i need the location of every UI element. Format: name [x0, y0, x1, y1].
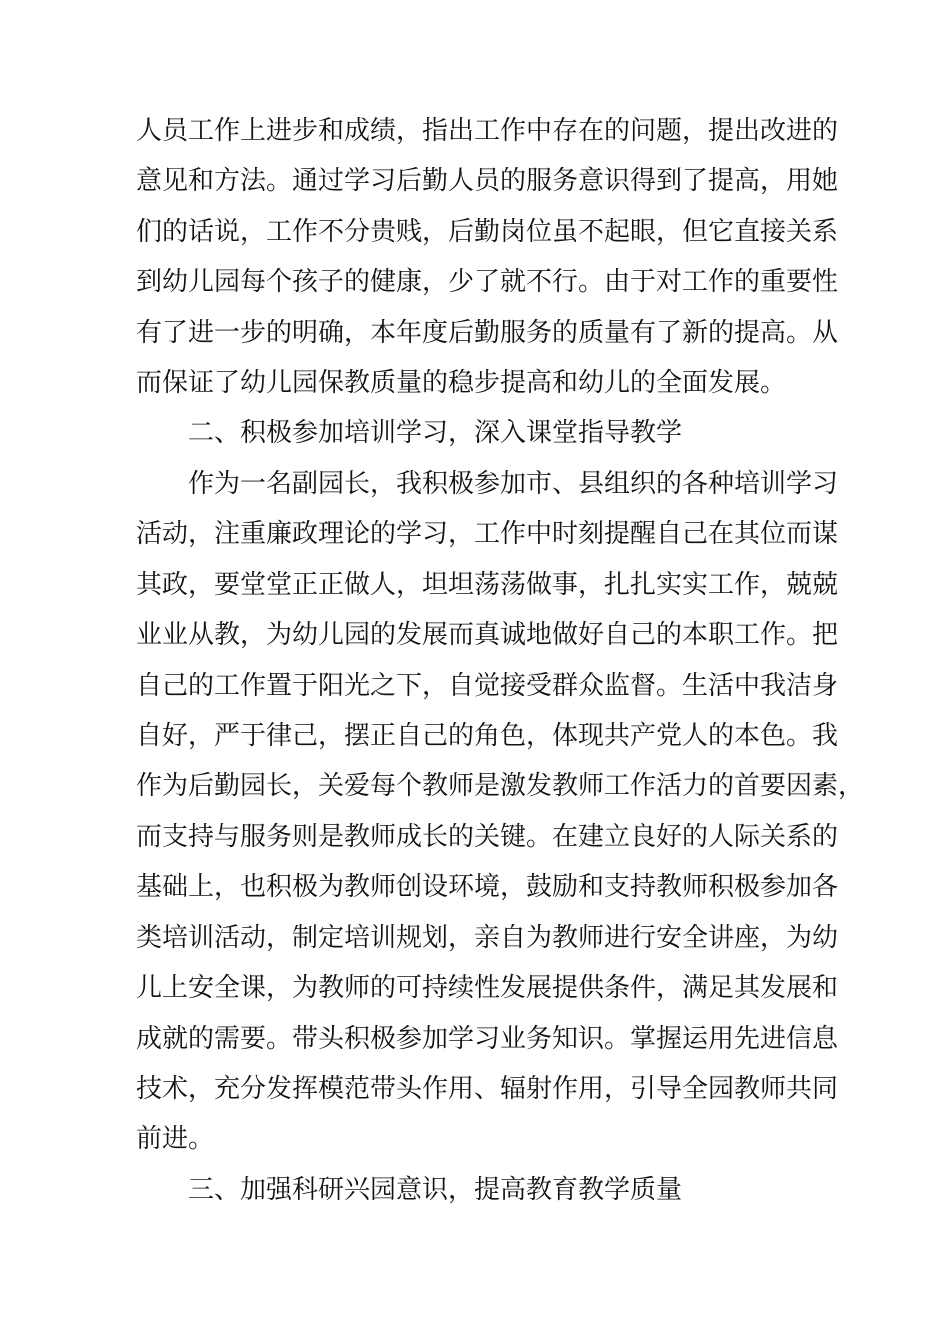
section-heading: 二、积极参加培训学习，深入课堂指导教学 — [188, 418, 683, 448]
paragraph-line: 而保证了幼儿园保教质量的稳步提高和幼儿的全面发展。 — [136, 368, 787, 398]
paragraph-line: 成就的需要。带头积极参加学习业务知识。掌握运用先进信息 — [136, 1024, 839, 1054]
paragraph-line: 类培训活动，制定培训规划，亲自为教师进行安全讲座，为幼 — [136, 923, 839, 953]
paragraph-line: 有了进一步的明确，本年度后勤服务的质量有了新的提高。从 — [136, 318, 839, 348]
paragraph-line: 自好，严于律己，摆正自己的角色，体现共产党人的本色。我 — [136, 721, 839, 751]
section-heading: 三、加强科研兴园意识，提高教育教学质量 — [188, 1175, 683, 1205]
paragraph-line: 而支持与服务则是教师成长的关键。在建立良好的人际关系的 — [136, 822, 839, 852]
paragraph-line: 意见和方法。通过学习后勤人员的服务意识得到了提高，用她 — [136, 166, 839, 196]
paragraph-line: 其政，要堂堂正正做人，坦坦荡荡做事，扎扎实实工作，兢兢 — [136, 570, 839, 600]
paragraph-line: 作为一名副园长，我积极参加市、县组织的各种培训学习 — [188, 469, 839, 499]
paragraph-line: 作为后勤园长，关爱每个教师是激发教师工作活力的首要因素， — [136, 771, 865, 801]
paragraph-line: 们的话说，工作不分贵贱，后勤岗位虽不起眼，但它直接关系 — [136, 217, 839, 247]
paragraph-line: 业业从教，为幼儿园的发展而真诚地做好自己的本职工作。把 — [136, 620, 839, 650]
paragraph-line: 前进。 — [136, 1124, 215, 1154]
paragraph-line: 人员工作上进步和成绩，指出工作中存在的问题，提出改进的 — [136, 116, 839, 146]
paragraph-line: 基础上，也积极为教师创设环境，鼓励和支持教师积极参加各 — [136, 872, 839, 902]
paragraph-line: 技术，充分发挥模范带头作用、辐射作用，引导全园教师共同 — [136, 1074, 839, 1104]
paragraph-line: 自己的工作置于阳光之下，自觉接受群众监督。生活中我洁身 — [136, 671, 839, 701]
paragraph-line: 到幼儿园每个孩子的健康，少了就不行。由于对工作的重要性 — [136, 267, 839, 297]
paragraph-line: 儿上安全课，为教师的可持续性发展提供条件，满足其发展和 — [136, 973, 839, 1003]
paragraph-line: 活动，注重廉政理论的学习，工作中时刻提醒自己在其位而谋 — [136, 519, 839, 549]
